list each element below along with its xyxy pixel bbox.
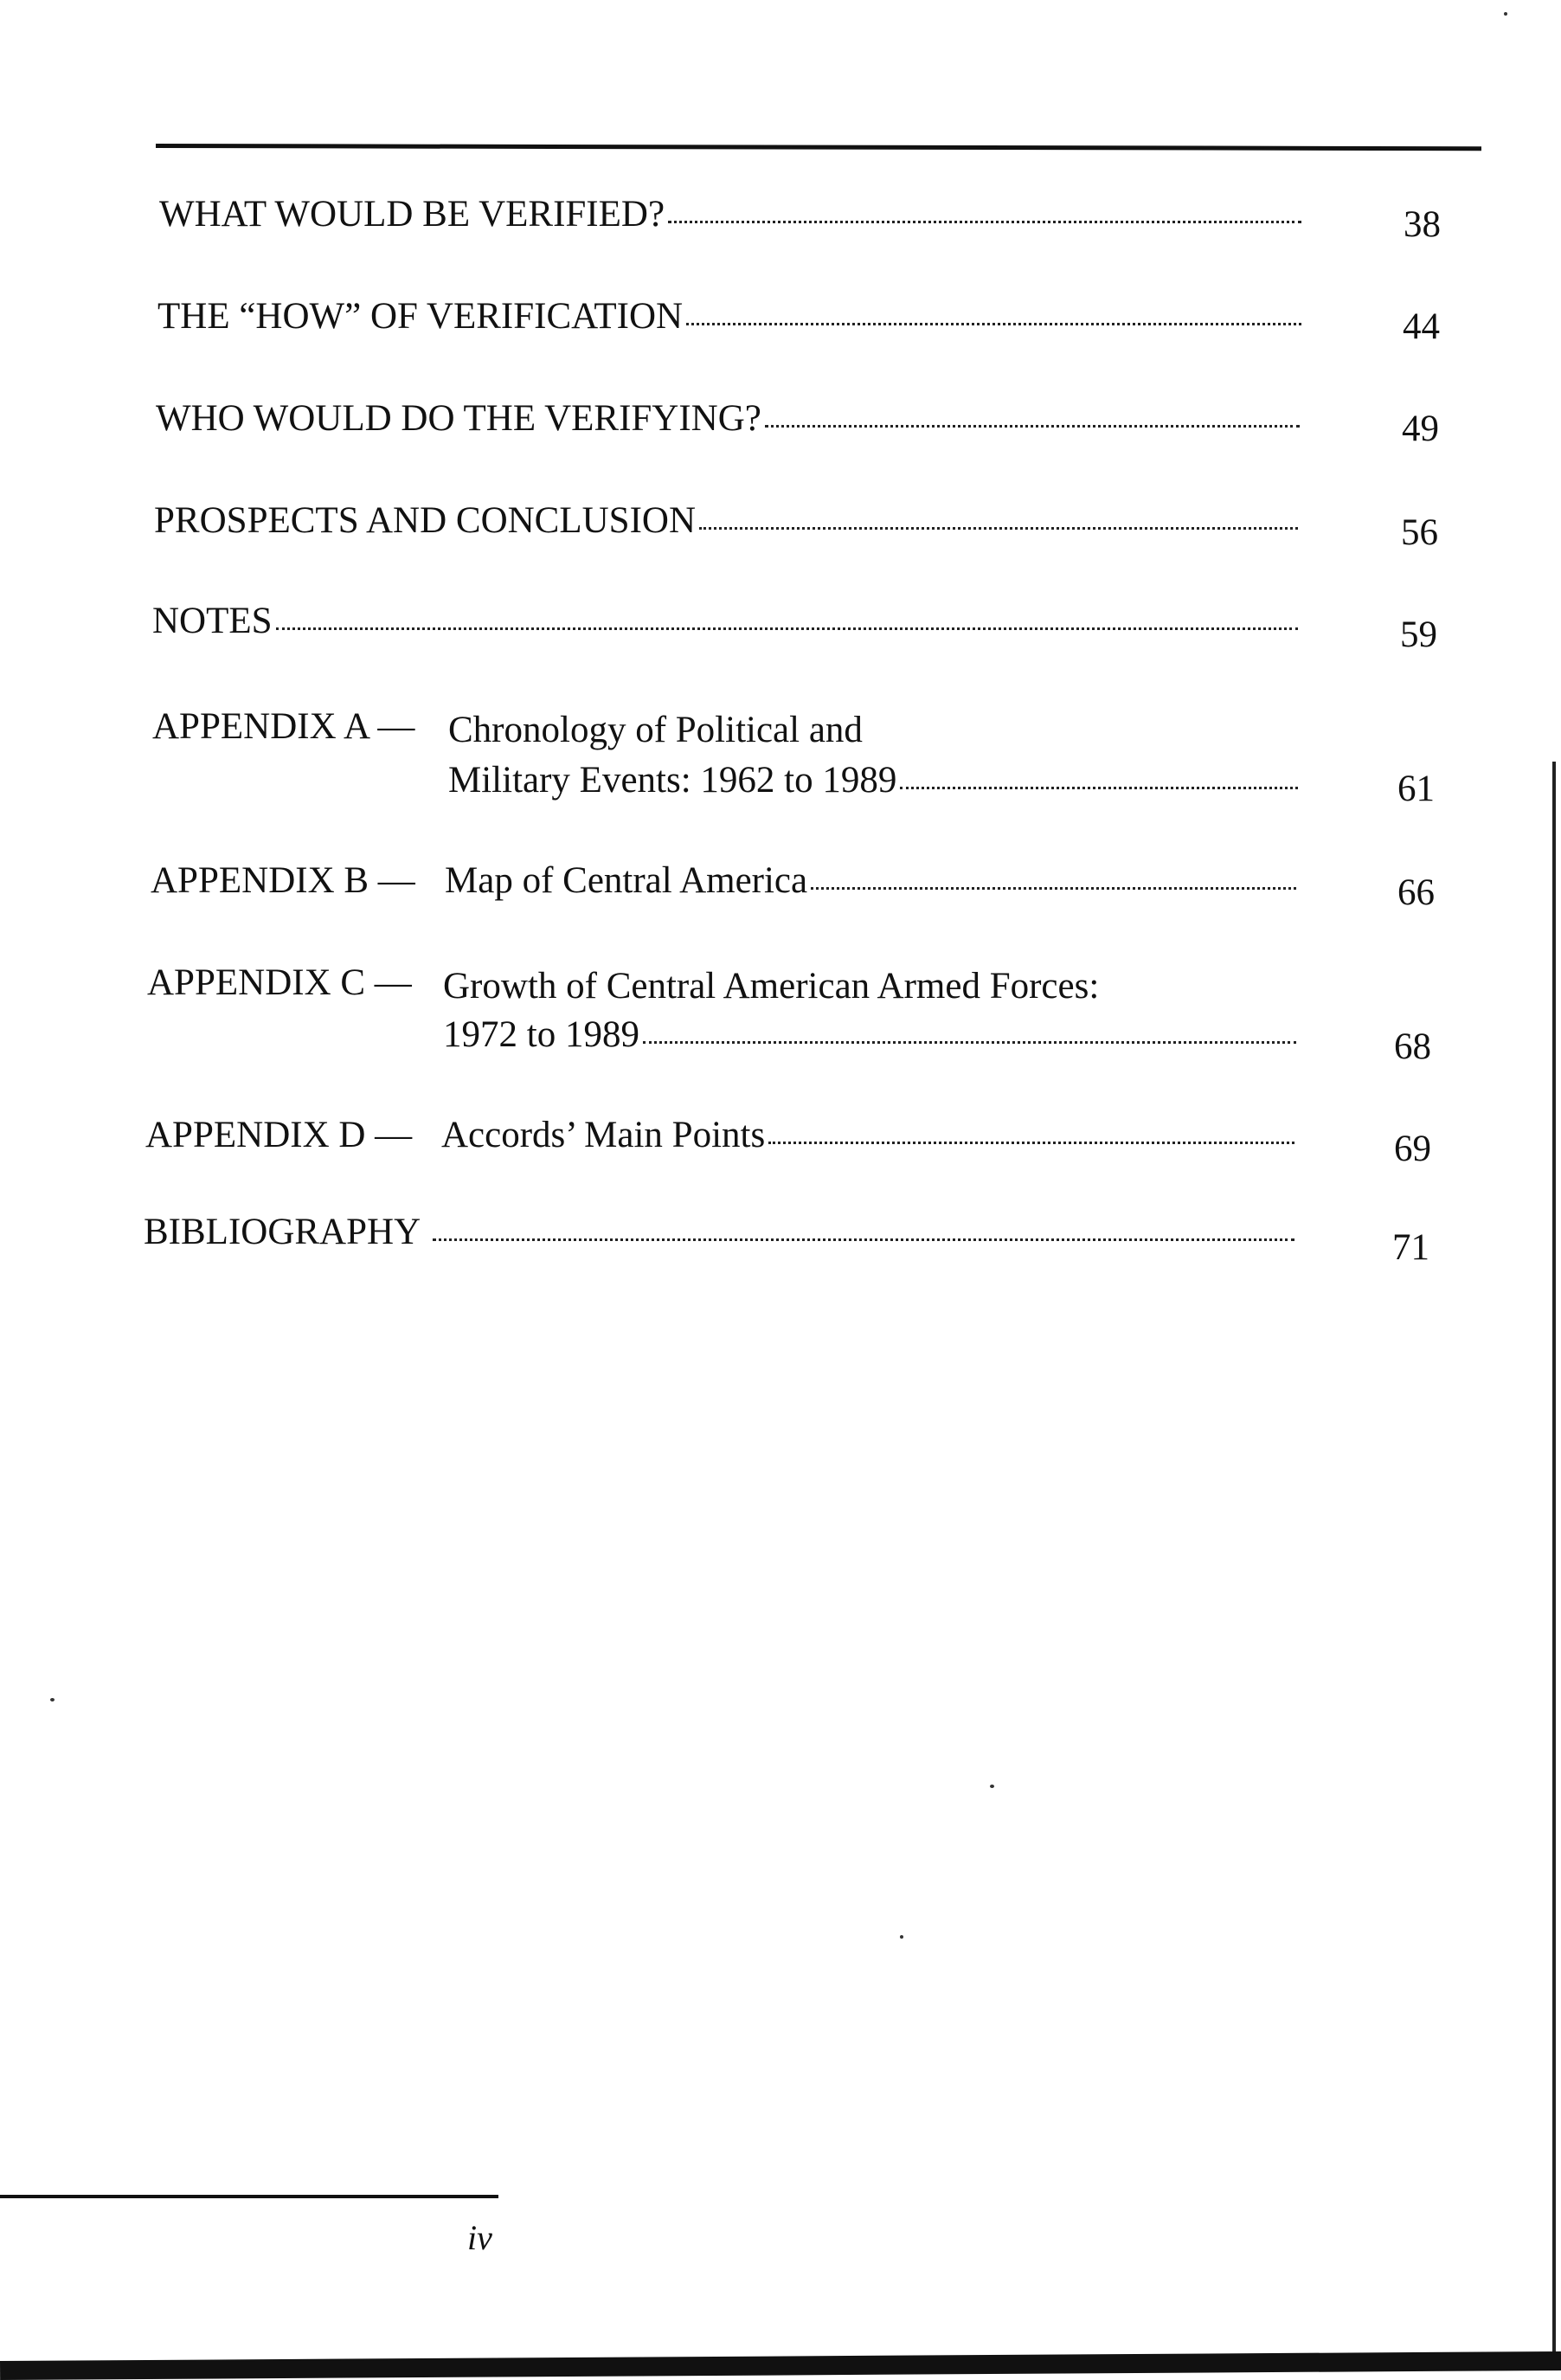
toc-entry-title: Accords’ Main Points (441, 1115, 766, 1155)
toc-entry-notes[interactable] (152, 602, 1298, 640)
scan-speck (50, 1698, 55, 1701)
appendix-d-title[interactable] (441, 1116, 1294, 1154)
dot-leader (699, 527, 1298, 530)
toc-page-number: 38 (1404, 204, 1441, 245)
toc-page-number: 71 (1392, 1227, 1429, 1268)
toc-page-number: 59 (1400, 614, 1437, 655)
toc-entry-title: WHO WOULD DO THE VERIFYING? (156, 398, 761, 439)
toc-page-number: 49 (1402, 408, 1439, 449)
toc-entry-title: THE “HOW” OF VERIFICATION (157, 296, 684, 337)
toc-entry-title: PROSPECTS AND CONCLUSION (154, 500, 697, 541)
dot-leader (765, 425, 1300, 428)
dot-leader (686, 323, 1301, 325)
dot-leader (276, 627, 1298, 630)
page-edge-shadow (1552, 762, 1556, 2363)
appendix-b-label: APPENDIX B — (151, 860, 415, 901)
appendix-c-title-line1[interactable]: Growth of Central American Armed Forces: (443, 966, 1100, 1007)
toc-entry-title: Military Events: 1962 to 1989 (448, 760, 897, 801)
toc-page-number: 69 (1394, 1129, 1431, 1169)
appendix-a-label: APPENDIX A — (152, 706, 415, 747)
appendix-a-title-line1[interactable]: Chronology of Political and (448, 710, 863, 750)
scan-speck (990, 1785, 994, 1788)
toc-entry-title: 1972 to 1989 (443, 1014, 639, 1055)
toc-page-number: 61 (1397, 769, 1435, 809)
scan-speck (1504, 12, 1507, 16)
toc-entry-what-verified[interactable] (159, 196, 1301, 233)
toc-entry-title: WHAT WOULD BE VERIFIED? (159, 194, 665, 235)
toc-page-number: 68 (1394, 1026, 1431, 1067)
dot-leader (433, 1238, 1294, 1241)
toc-page-number: 44 (1403, 306, 1440, 347)
dot-leader (900, 787, 1298, 789)
dot-leader (668, 221, 1301, 223)
dot-leader (643, 1041, 1296, 1044)
appendix-b-title[interactable] (445, 862, 1296, 899)
scan-speck (900, 1935, 903, 1939)
appendix-c-title-line2[interactable] (443, 1016, 1296, 1053)
toc-entry-title: NOTES (152, 601, 273, 641)
toc-entry-who-verifying[interactable] (156, 400, 1300, 437)
appendix-c-label: APPENDIX C — (147, 962, 412, 1003)
toc-page-number: 66 (1397, 872, 1435, 913)
toc-entry-bibliography[interactable] (144, 1213, 1294, 1251)
dot-leader (768, 1142, 1294, 1144)
toc-entry-title: BIBLIOGRAPHY (144, 1212, 421, 1252)
dot-leader (811, 887, 1296, 890)
toc-entry-how-verification[interactable] (157, 298, 1301, 335)
footer-rule (0, 2195, 498, 2198)
toc-page-number: 56 (1401, 512, 1438, 553)
appendix-d-label: APPENDIX D — (145, 1115, 413, 1155)
appendix-a-title-line2[interactable] (448, 762, 1298, 799)
page-folio: iv (467, 2218, 492, 2257)
toc-entry-title: Map of Central America (445, 860, 808, 901)
toc-entry-prospects[interactable] (154, 502, 1298, 539)
scan-bottom-band (0, 2351, 1561, 2380)
